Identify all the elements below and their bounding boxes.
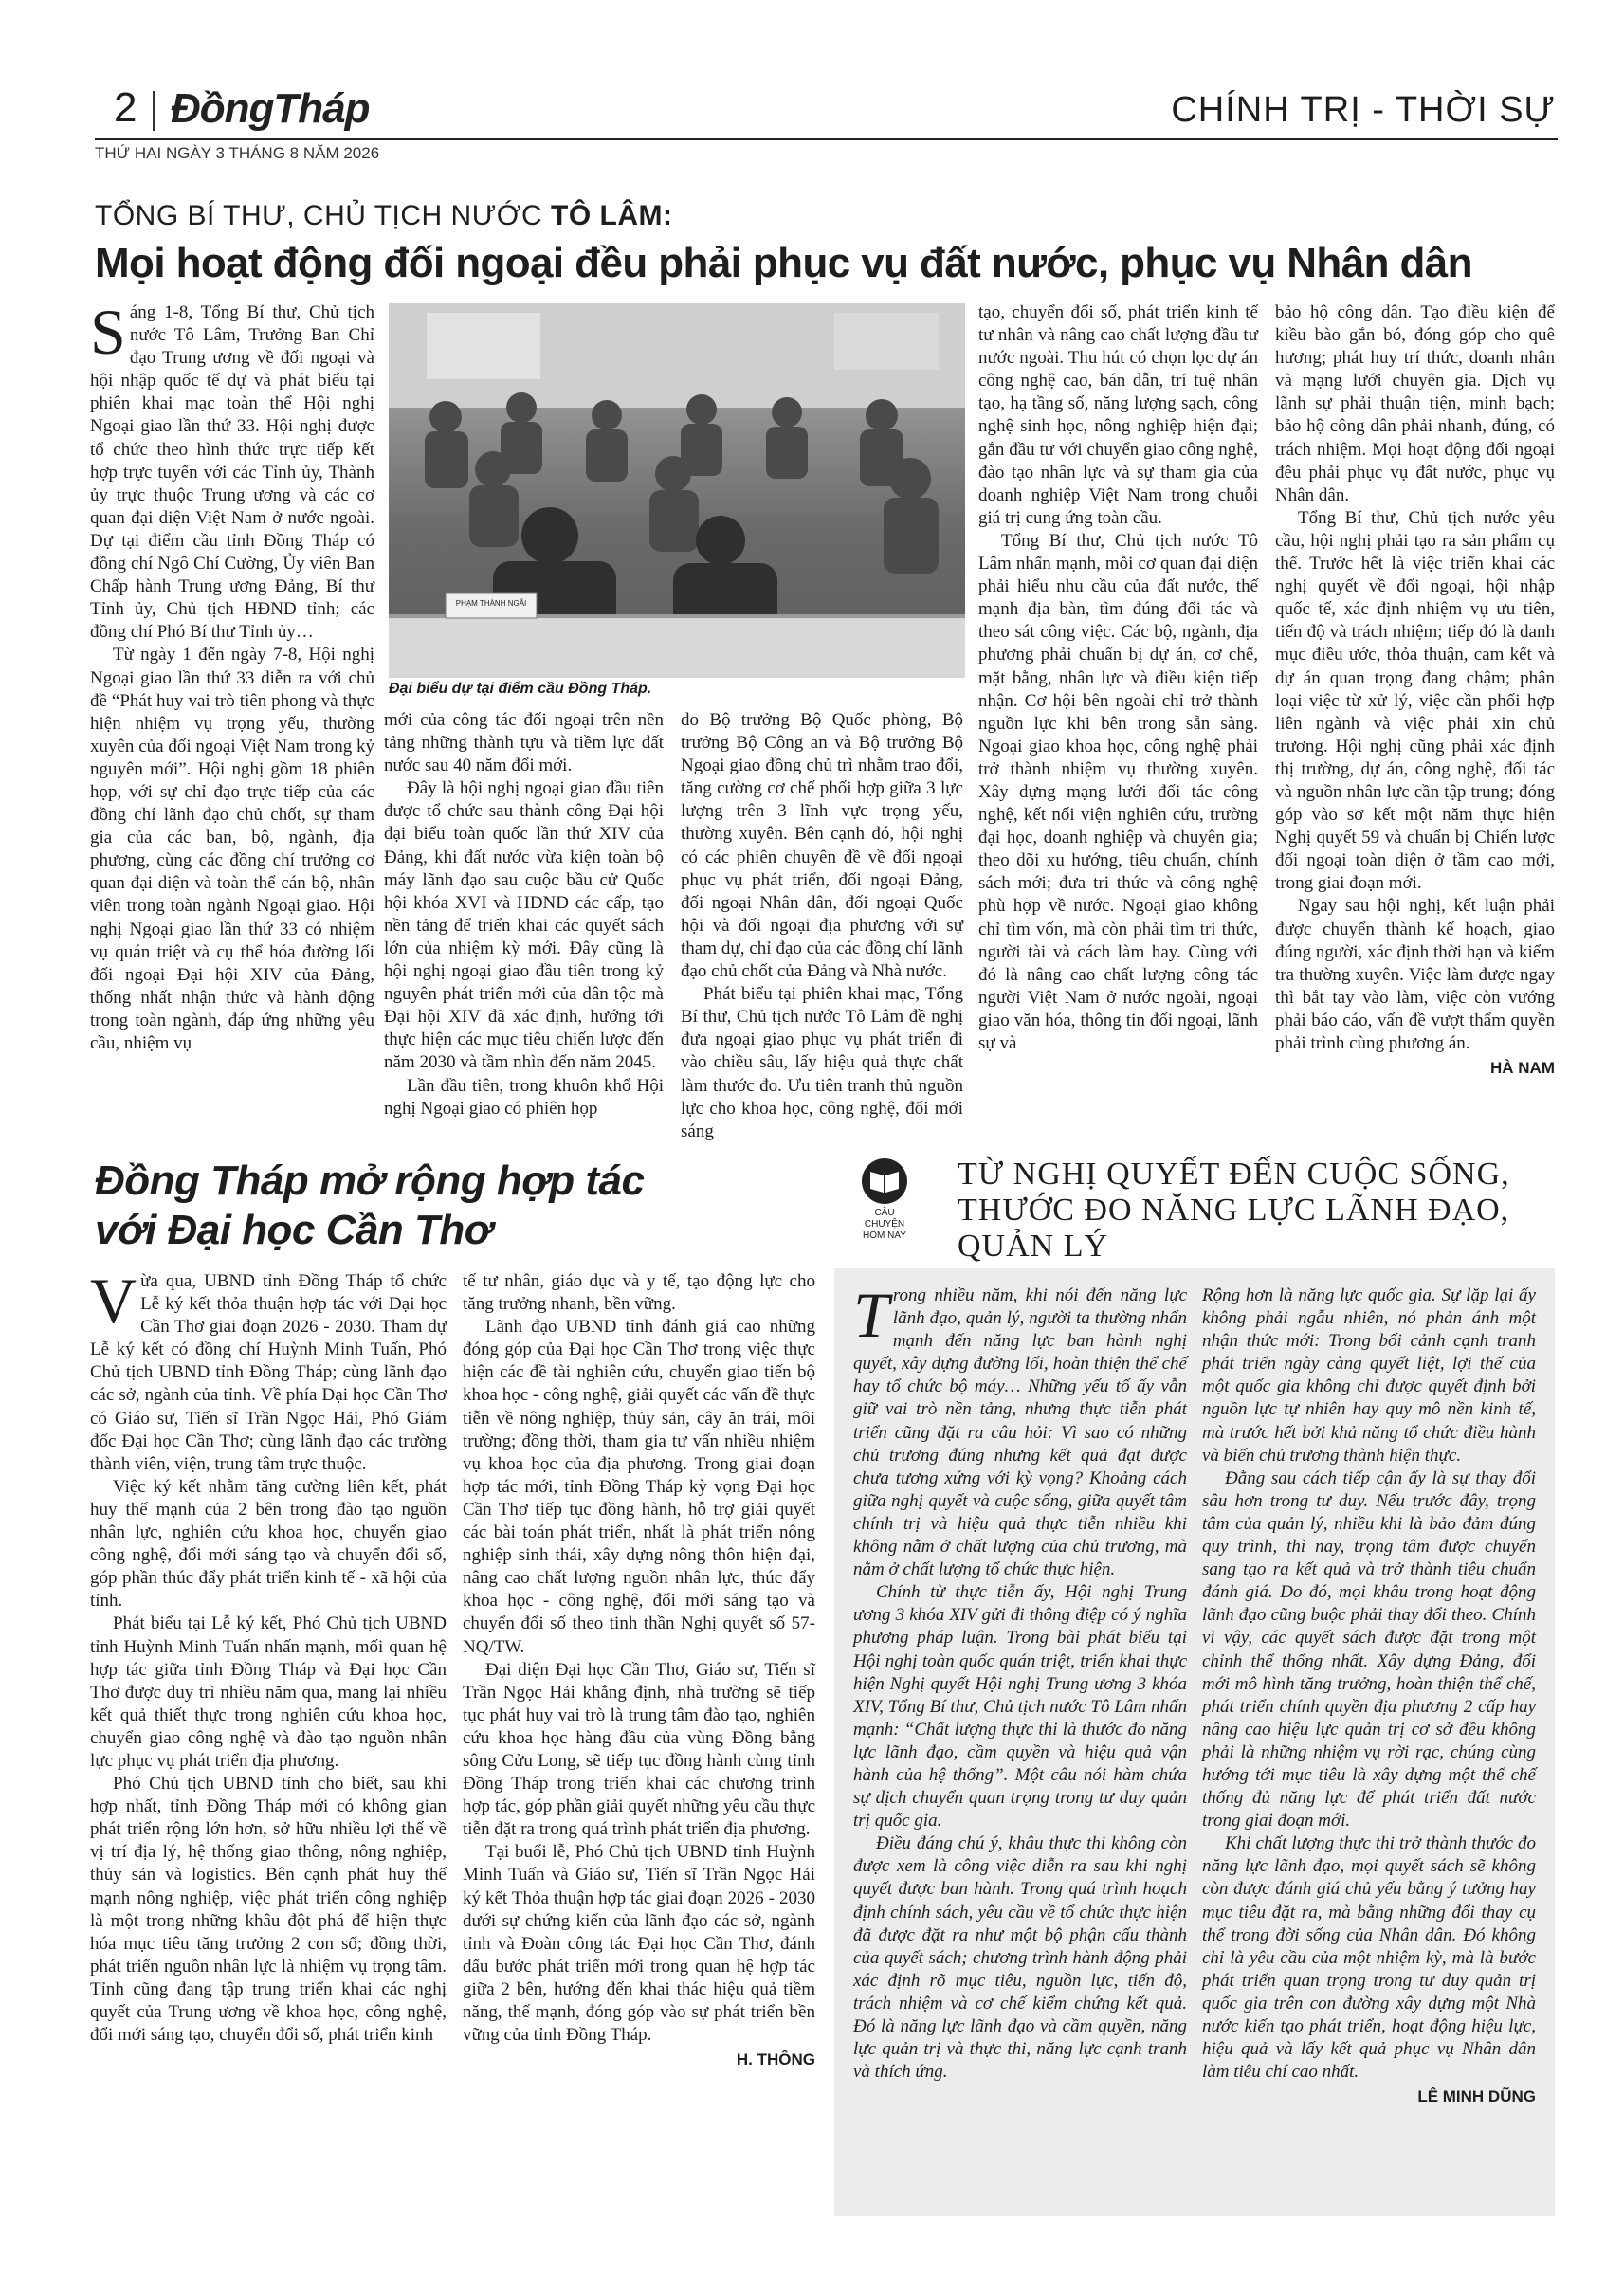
lead-dropcap: S bbox=[90, 296, 126, 368]
issue-date: THỨ HAI NGÀY 3 THÁNG 8 NĂM 2026 bbox=[95, 144, 380, 162]
story3-headline-line: QUẢN LÝ bbox=[958, 1229, 1109, 1264]
story3-headline bbox=[958, 1157, 1510, 1265]
story2-paragraph: Phó Chủ tịch UBND tỉnh cho biết, sau khi hợp nhất, tỉnh Đồng Tháp mới có không gian phát triển rộng lớn hơn, sở hữu nhiều lợi thế về vị trí địa lý, hệ thống giao thông, nông nghiệp, thủy sản và logistics. Bên cạnh phát huy thế mạnh nông nghiệp, việc phát triển công nghiệp là một trong những khâu đột phá để hiện thực hóa mục tiêu tăng trưởng 2 con số; đồng thời, phát triển nguồn nhân lực là nhiệm vụ trọng tâm. Tỉnh cũng đang tập trung triển khai các nghị quyết của Trung ương về khoa học, công nghệ, đổi mới sáng tạo, chuyển đổi số, phát triển kinh bbox=[90, 1774, 447, 2046]
lead-paragraph: Tổng Bí thư, Chủ tịch nước yêu cầu, hội nghị phải tạo ra sản phẩm cụ thể. Trước hết là việc triển khai các nghị quyết về đối ngoại, hội nhập quốc tế, xác định nhiệm vụ ưu tiên, tiến độ và trách nhiệm; tiếp đó là danh mục điều ước, thỏa thuận, cam kết và dự án quan trọng đang chậm; phân loại việc từ xử lý, việc cần phối hợp liên ngành và việc phải xin chủ trương. Hội nghị cũng phải xác định thị trường, dự án, công nghệ, đối tác và nguồn nhân lực cần tập trung; đóng góp vào sơ kết một năm thực hiện Nghị quyết 59 và chuẩn bị Chiến lược đối ngoại toàn diện ở tầm cao mới, trong giai đoạn mới. bbox=[1275, 507, 1555, 894]
lead-column-4 bbox=[978, 301, 1258, 1055]
lead-column-1 bbox=[90, 296, 374, 1055]
lead-paragraph: tạo, chuyển đổi số, phát triển kinh tế tư nhân và nâng cao chất lượng đầu tư nước ngoài. Thu hút có chọn lọc dự án công nghệ cao, bán dẫn, trí tuệ nhân tạo, hạ tầng số, năng lượng sạch, công nghệ sinh học, nông nghiệp hiện đại; gắn đầu tư với chuyển giao công nghệ, đào tạo nhân lực và sự tham gia của doanh nghiệp Việt Nam trong chuỗi giá trị cung ứng toàn cầu. bbox=[978, 302, 1258, 528]
story3-paragraph: rong nhiều năm, khi nói đến năng lực lãnh đạo, quản lý, người ta thường nhấn mạnh đến năng lực ban hành nghị quyết, xây dựng đường lối, hoàn thiện thể chế hay tổ chức bộ máy… Những yếu tố ấy vẫn giữ vai trò nền tảng, nhưng thực tiễn phát triển cũng đặt ra câu hỏi: Vì sao có những chủ trương đúng nhưng kết quả đạt được chưa tương xứng với kỳ vọng? Khoảng cách giữa nghị quyết và cuộc sống, giữa quyết tâm chính trị và hiệu quả thực tiễn nhiều khi không nằm ở chất lượng của chủ trương, mà nằm ở chất lượng tổ chức thực hiện. bbox=[853, 1285, 1187, 1580]
lead-paragraph: Lần đầu tiên, trong khuôn khổ Hội nghị Ngoại giao có phiên họp bbox=[384, 1075, 664, 1119]
story3-paragraph: Khi chất lượng thực thi trở thành thước đo năng lực lãnh đạo, mọi quyết sách sẽ không còn được đánh giá chủ yếu bằng ý tưởng hay mục tiêu đặt ra, mà bằng những đổi thay cụ thể trong đời sống của Nhân dân. Đó không chỉ là yêu cầu của một nhiệm kỳ, mà là bước phát triển quan trọng trong tư duy quản trị quốc gia trên con đường xây dựng một Nhà nước kiến tạo phát triển, hoạt động hiệu lực, hiệu quả và lấy kết quả phục vụ Nhân dân làm tiêu chí cao nhất. bbox=[1202, 1833, 1536, 2083]
section-title: CHÍNH TRỊ - THỜI SỰ bbox=[1171, 90, 1556, 130]
story2-dropcap: V bbox=[90, 1265, 137, 1337]
story3-headline-line: THƯỚC ĐO NĂNG LỰC LÃNH ĐẠO, bbox=[958, 1193, 1510, 1228]
story2-column-2 bbox=[463, 1270, 815, 2071]
book-icon bbox=[862, 1158, 907, 1204]
lead-paragraph: áng 1-8, Tổng Bí thư, Chủ tịch nước Tô Lâm, Trưởng Ban Chỉ đạo Trung ương về đối ngoại và hội nhập quốc tế dự và phát biểu tại phiên khai mạc toàn thể Hội nghị Ngoại giao lần thứ 33. Hội nghị được tổ chức theo hình thức trực tiếp kết hợp trực tuyến với các Tỉnh ủy, Thành ủy trực thuộc Trung ương và các cơ quan đại diện Việt Nam ở nước ngoài. Dự tại điểm cầu tỉnh Đồng Tháp có đồng chí Ngô Chí Cường, Ủy viên Ban Chấp hành Trung ương Đảng, Bí thư Tỉnh ủy, Chủ tịch HĐND tỉnh; các đồng chí Phó Bí thư Tỉnh ủy… bbox=[90, 302, 374, 643]
story2-paragraph: Đại diện Đại học Cần Thơ, Giáo sư, Tiến sĩ Trần Ngọc Hải khẳng định, nhà trường sẽ tiếp tục phát huy vai trò là trung tâm đào tạo, nghiên cứu khoa học hàng đầu của vùng Đồng bằng sông Cửu Long, sẽ tiếp tục đồng hành cùng tỉnh Đồng Tháp trong triển khai các chương trình hợp tác, góp phần giải quyết những yêu cầu thực tiễn đặt ra trong quá trình phát triển địa phương. bbox=[463, 1659, 815, 1840]
lead-paragraph: mới của công tác đối ngoại trên nền tảng những thành tựu và tiềm lực đất nước sau 40 năm đổi mới. bbox=[384, 710, 664, 776]
story3-column-2 bbox=[1202, 1285, 1536, 2108]
lead-paragraph: Phát biểu tại phiên khai mạc, Tổng Bí thư, Chủ tịch nước Tô Lâm đề nghị đưa ngoại giao phục vụ phát triển đi vào chiều sâu, lấy hiệu quả thực chất làm thước đo. Ưu tiên tranh thủ nguồn lực cho khoa học, công nghệ, đổi mới sáng bbox=[681, 984, 963, 1141]
story3-headline-line: TỪ NGHỊ QUYẾT ĐẾN CUỘC SỐNG, bbox=[958, 1157, 1510, 1192]
story2-byline: H. THÔNG bbox=[736, 2050, 815, 2069]
lead-photo-scene bbox=[389, 303, 965, 678]
story3-paragraph: Đằng sau cách tiếp cận ấy là sự thay đổi sâu hơn trong tư duy. Nếu trước đây, trọng tâm của quản lý, nhiều khi là bảo đảm đúng quy trình, thì nay, trọng tâm được chuyển sang tạo ra kết quả và trở thành tiêu chuẩn đánh giá. Do đó, mọi khâu trong hoạt động lãnh đạo cũng buộc phải thay đổi theo. Chính vì vậy, các quyết sách được đặt trong một chỉnh thể thống nhất. Xây dựng Đảng, đổi mới mô hình tăng trưởng, hoàn thiện thể chế, phát triển chính quyền địa phương 2 cấp hay nâng cao hiệu lực quản trị cơ sở đều không phải là những nhiệm vụ rời rạc, chúng cùng hướng tới mục tiêu là xây dựng một thể chế thống đủ năng lực để phát triển đất nước trong giai đoạn mới. bbox=[1202, 1467, 1536, 1831]
story2-paragraph: tế tư nhân, giáo dục và y tế, tạo động lực cho tăng trưởng nhanh, bền vững. bbox=[463, 1271, 815, 1315]
lead-headline: Mọi hoạt động đối ngoại đều phải phục vụ đất nước, phục vụ Nhân dân bbox=[95, 240, 1472, 286]
header-divider-vertical bbox=[153, 91, 155, 131]
story2-paragraph: Tại buổi lễ, Phó Chủ tịch UBND tỉnh Huỳnh Minh Tuấn và Giáo sư, Tiến sĩ Trần Ngọc Hải ký kết Thỏa thuận hợp tác giai đoạn 2026 - 2030 dưới sự chứng kiến của lãnh đạo các sở, ngành tỉnh và Đoàn công tác Đại học Cần Thơ, đánh dấu bước phát triển mới trong quan hệ hợp tác giữa 2 bên, hướng đến khai thác hiệu quả tiềm năng, thế mạnh, đóng góp vào sự phát triển bền vững của tỉnh Đồng Tháp. bbox=[463, 1842, 815, 2046]
story2-paragraph: Việc ký kết nhằm tăng cường liên kết, phát huy thế mạnh của 2 bên trong đào tạo nguồn nhân lực, nghiên cứu khoa học, chuyển giao công nghệ, đổi mới sáng tạo và chuyển đổi số, góp phần thúc đẩy phát triển kinh tế - xã hội của tỉnh. bbox=[90, 1476, 447, 1612]
story3-paragraph: Điều đáng chú ý, khâu thực thi không còn được xem là công việc diễn ra sau khi nghị quyết được ban hành. Trong quá trình hoạch định chính sách, yêu cầu về tổ chức thực hiện đã được đặt ra như một bộ phận cấu thành của quyết sách; chương trình hành động phải xác định rõ mục tiêu, nguồn lực, tiến độ, trách nhiệm và cơ chế kiểm chứng kết quả. Đó là năng lực lãnh đạo và cầm quyền, năng lực quản trị và thực thi, năng lực cạnh tranh và thích ứng. bbox=[853, 1833, 1187, 2083]
lead-photo-caption: Đại biểu dự tại điểm cầu Đồng Tháp. bbox=[389, 681, 652, 697]
story3-byline: LÊ MINH DŨNG bbox=[1417, 2087, 1536, 2106]
lead-paragraph: Ngay sau hội nghị, kết luận phải được chuyển thành kế hoạch, giao đúng người, xác định thời hạn và kiểm tra thường xuyên. Việc làm được ngay thì bắt tay vào làm, việc còn vướng phải báo cáo, vấn đề vượt thẩm quyền phải trình cùng phương án. bbox=[1275, 896, 1555, 1053]
story2-paragraph: ừa qua, UBND tỉnh Đồng Tháp tổ chức Lễ ký kết thỏa thuận hợp tác với Đại học Cần Thơ giai đoạn 2026 - 2030. Tham dự Lễ ký kết có đồng chí Huỳnh Minh Tuấn, Phó Chủ tịch UBND tỉnh Đồng Tháp; cùng lãnh đạo các sở, ngành của tỉnh. Về phía Đại học Cần Thơ có Giáo sư, Tiến sĩ Trần Ngọc Hải, Phó Giám đốc Đại học Cần Thơ; cùng lãnh đạo các trường thành viên, viện, trung tâm trực thuộc. bbox=[90, 1271, 447, 1474]
story2-column-1 bbox=[90, 1265, 447, 2047]
story3-logo bbox=[853, 1158, 916, 1242]
story3-dropcap: T bbox=[853, 1279, 889, 1351]
masthead-logo: ĐồngTháp bbox=[171, 85, 370, 132]
story2-headline-line: với Đại học Cần Thơ bbox=[95, 1207, 492, 1253]
story2-paragraph: Lãnh đạo UBND tỉnh đánh giá cao những đóng góp của Đại học Cần Thơ trong việc thực hiện các đề tài nghiên cứu, chuyển giao tiến bộ khoa học - công nghệ, giải quyết các vấn đề thực tiễn về nông nghiệp, thủy sản, cây ăn trái, môi trường; đồng thời, tham gia tư vấn nhiều nhiệm vụ khoa học của địa phương. Trong giai đoạn hợp tác mới, tỉnh Đồng Tháp kỳ vọng Đại học Cần Thơ tiếp tục đồng hành, hỗ trợ giải quyết các bài toán phát triển, nhất là phát triển nông nghiệp sinh thái, xây dựng nông thôn hiện đại, nâng cao chất lượng nguồn nhân lực, thúc đẩy khoa học - công nghệ, đổi mới sáng tạo và chuyển đổi số theo tinh thần Nghị quyết số 57-NQ/TW. bbox=[463, 1317, 815, 1657]
lead-paragraph: do Bộ trưởng Bộ Quốc phòng, Bộ trưởng Bộ Công an và Bộ trưởng Bộ Ngoại giao đồng chủ trì nhằm trao đổi, tăng cường cơ chế phối hợp giữa 3 lực lượng trên 3 lĩnh vực trọng yếu, thường xuyên. Bên cạnh đó, hội nghị có các phiên chuyên đề về đối ngoại phục vụ phát triển, đối ngoại Đảng, đối ngoại Nhân dân, đối ngoại Quốc hội và đối ngoại địa phương với sự tham dự, chỉ đạo của các đồng chí lãnh đạo chủ chốt của Đảng và Nhà nước. bbox=[681, 710, 963, 982]
lead-column-3 bbox=[681, 709, 963, 1143]
page-number: 2 bbox=[114, 84, 137, 131]
lead-kicker-name: TÔ LÂM: bbox=[551, 200, 673, 231]
lead-paragraph: bảo hộ công dân. Tạo điều kiện để kiều bào gắn bó, đóng góp cho quê hương; phát huy trí thức, doanh nhân và mạng lưới chuyên gia. Dịch vụ lãnh sự phải thuận tiện, minh bạch; bảo hộ công dân phải nhanh, đúng, có trách nhiệm. Mọi hoạt động đối ngoại đều phải phục vụ đất nước, phục vụ Nhân dân. bbox=[1275, 302, 1555, 505]
photo-nameplate: PHẠM THÀNH NGÃI bbox=[455, 599, 527, 608]
header-rule bbox=[95, 138, 1558, 140]
story3-paragraph: Rộng hơn là năng lực quốc gia. Sự lặp lại ấy không phải ngẫu nhiên, nó phản ánh một nhận thức mới: Trong bối cảnh cạnh tranh phát triển ngày càng quyết liệt, lợi thế của một quốc gia không chỉ được quyết định bởi nguồn lực tự nhiên hay quy mô nền kinh tế, mà trước hết bởi khả năng tổ chức điều hành và biến chủ trương thành hiện thực. bbox=[1202, 1285, 1536, 1466]
story3-logo-label: HÔM NAY bbox=[863, 1230, 906, 1241]
story3-paragraph: Chính từ thực tiễn ấy, Hội nghị Trung ương 3 khóa XIV gửi đi thông điệp có ý nghĩa phương pháp luận. Trong bài phát biểu tại Hội nghị toàn quốc quán triệt, triển khai thực hiện Nghị quyết Hội nghị Trung ương 3 khóa XIV, Tổng Bí thư, Chủ tịch nước Tô Lâm nhấn mạnh: “Chất lượng thực thi là thước đo năng lực lãnh đạo, cầm quyền và hiệu quả vận hành của hệ thống”. Một câu nói hàm chứa sự dịch chuyển quan trọng trong tư duy quản trị quốc gia. bbox=[853, 1582, 1187, 1831]
lead-column-5 bbox=[1275, 301, 1555, 1080]
story2-paragraph: Phát biểu tại Lễ ký kết, Phó Chủ tịch UBND tỉnh Huỳnh Minh Tuấn nhấn mạnh, mối quan hệ hợp tác giữa tỉnh Đồng Tháp và Đại học Cần Thơ được duy trì nhiều năm qua, mang lại nhiều kết quả thiết thực trong nghiên cứu khoa học, chuyển giao công nghệ và đào tạo nguồn nhân lực phục vụ phát triển địa phương. bbox=[90, 1613, 447, 1771]
lead-paragraph: Tổng Bí thư, Chủ tịch nước Tô Lâm nhấn mạnh, mỗi cơ quan đại diện phải hiểu nhu cầu của đất nước, thế mạnh địa bàn, tìm đúng đối tác và theo sát công việc. Các bộ, ngành, địa phương phải chuẩn bị dự án, cơ chế, mặt bằng, nhân lực và điều kiện tiếp nhận. Cơ hội bên ngoài chỉ trở thành nguồn lực khi bên trong sẵn sàng. Ngoại giao khoa học, công nghệ phải trở thành nhiệm vụ thường xuyên. Xây dựng mạng lưới đối tác công nghệ, kết nối viện nghiên cứu, trường đại học, doanh nghiệp và chuyên gia; theo dõi xu hướng, tiêu chuẩn, chính sách mới; đưa tri thức và công nghệ phù hợp về nước. Ngoại giao không chỉ tìm vốn, mà còn phải tìm tri thức, người tài và cách làm hay. Cùng với đó là nâng cao chất lượng công tác người Việt Nam ở nước ngoài, ngoại giao văn hóa, thông tin đối ngoại, lãnh sự và bbox=[978, 530, 1258, 1053]
lead-paragraph: Đây là hội nghị ngoại giao đầu tiên được tổ chức sau thành công Đại hội đại biểu toàn quốc lần thứ XIV của Đảng, khi đất nước vừa kiện toàn bộ máy lãnh đạo sau cuộc bầu cử Quốc hội khóa XVI và HĐND các cấp, tạo nền tảng để triển khai các quyết sách lớn của nhiệm kỳ mới. Đây cũng là hội nghị ngoại giao đầu tiên trong kỷ nguyên phát triển mới của dân tộc mà Đại hội XIV đã xác định, hướng tới thực hiện các mục tiêu chiến lược đến năm 2030 và tầm nhìn đến năm 2045. bbox=[384, 778, 664, 1073]
story3-column-1 bbox=[853, 1279, 1187, 2084]
lead-column-2 bbox=[384, 709, 664, 1121]
lead-kicker bbox=[95, 199, 673, 233]
lead-kicker-prefix: TỔNG BÍ THƯ, CHỦ TỊCH NƯỚC bbox=[95, 200, 552, 231]
lead-byline: HÀ NAM bbox=[1490, 1059, 1555, 1078]
story2-headline bbox=[95, 1157, 644, 1255]
story2-headline-line: Đồng Tháp mở rộng hợp tác bbox=[95, 1157, 645, 1204]
story3-logo-label: CÂU CHUYỆN bbox=[864, 1208, 905, 1230]
lead-paragraph: Từ ngày 1 đến ngày 7-8, Hội nghị Ngoại giao lần thứ 33 diễn ra với chủ đề “Phát huy vai trò tiên phong và thực hiện nhiệm vụ trọng yếu, thường xuyên của đối ngoại Việt Nam trong kỷ nguyên mới”. Hội nghị gồm 18 phiên họp, với sự chỉ đạo trực tiếp của các đồng chí lãnh đạo chủ chốt, sự tham gia của các ban, bộ, ngành, địa phương, cùng các đồng chí trưởng cơ quan đại diện và toàn thể cán bộ, nhân viên trong toàn ngành Ngoại giao. Hội nghị Ngoại giao lần thứ 33 có nhiệm vụ quán triệt và cụ thể hóa đường lối đối ngoại Đại hội XIV của Đảng, thống nhất nhận thức và hành động trong toàn ngành, đáp ứng những yêu cầu, nhiệm vụ bbox=[90, 645, 374, 1053]
lead-photo bbox=[389, 303, 965, 678]
